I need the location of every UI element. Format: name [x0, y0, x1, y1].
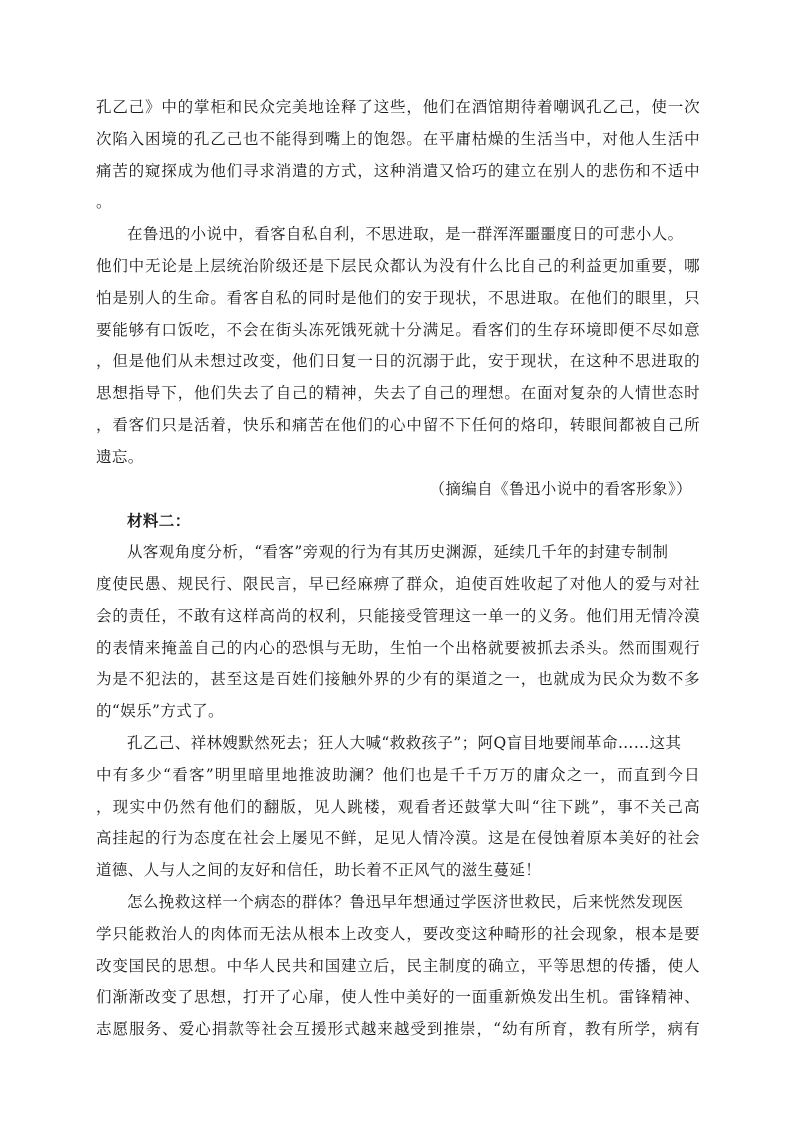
text-line: 改变国民的思想。中华人民共和国建立后，民主制度的确立，平等思想的传播，使人: [96, 956, 700, 975]
text-line: 的“娱乐”方式了。: [96, 702, 224, 721]
section-heading: 材料二：: [127, 511, 191, 531]
text-line: 要能够有口饭吃，不会在街头冻死饿死就十分满足。看客们的生存环境即便不尽如意: [96, 320, 700, 339]
text-line: 度使民愚、规民行、限民言，早已经麻痹了群众，迫使百姓收起了对他人的爱与对社: [96, 574, 700, 593]
text-line: 在鲁迅的小说中，看客自私自利，不思进取，是一群浑浑噩噩度日的可悲小人。: [127, 225, 684, 244]
text-line: 次陷入困境的孔乙己也不能得到嘴上的饱怨。在平庸枯燥的生活当中，对他人生活中: [96, 129, 700, 148]
source-citation: （摘编自《鲁迅小说中的看客形象》）: [429, 479, 692, 498]
text-line: 他们中无论是上层统治阶级还是下层民众都认为没有什么比自己的利益更加重要，哪: [96, 256, 700, 275]
text-line: 从客观角度分析，“看客”旁观的行为有其历史渊源，延续几千年的封建专制制: [127, 543, 669, 562]
paragraph-5: [96, 887, 700, 1046]
text-line: 痛苦的窥探成为他们寻求消遣的方式，这种消遣又恰巧的建立在别人的悲伤和不适中: [96, 161, 700, 180]
article-body: [96, 92, 700, 1046]
text-line: ，看客们只是活着，快乐和痛苦在他们的心中留不下任何的烙印，转眼间都被自己所: [96, 415, 700, 434]
text-line: 的表情来掩盖自己的内心的恐惧与无助，生怕一个出格就要被抓去杀头。然而围观行: [96, 638, 700, 657]
text-line: ，但是他们从未想过改变，他们日复一日的沉溺于此，安于现状，在这种不思进取的: [96, 352, 700, 371]
paragraph-1: [96, 92, 700, 219]
text-line: 怕是别人的生命。看客自私的同时是他们的安于现状，不思进取。在他们的眼里，只: [96, 288, 700, 307]
paragraph-4: [96, 728, 700, 887]
text-line: 中有多少“看客”明里暗里地推波助澜？他们也是千千万万的庸众之一，而直到今日: [96, 765, 700, 784]
text-line: 怎么挽救这样一个病态的群体？鲁迅早年想通过学医济世救民，后来恍然发现医: [127, 892, 684, 911]
text-line: 为是不犯法的，甚至这是百姓们接触外界的少有的渠道之一，也就成为民众为数不多: [96, 670, 700, 689]
paragraph-3: [96, 537, 700, 728]
text-line: 孔乙己、祥林嫂默然死去；狂人大喊“救救孩子”；阿Q盲目地要闹革命……这其: [127, 733, 682, 752]
text-line: 思想指导下，他们失去了自己的精神，失去了自己的理想。在面对复杂的人情世态时: [96, 384, 700, 403]
text-line: 志愿服务、爱心捐款等社会互援形式越来越受到推崇，“幼有所育，教有所学，病有: [96, 1020, 700, 1039]
text-line: 会的责任，不敢有这样高尚的权利，只能接受管理这一单一的义务。他们用无情冷漠: [96, 606, 700, 625]
text-line: ，现实中仍然有他们的翻版，见人跳楼，观看者还鼓掌大叫“往下跳”，事不关己高: [96, 797, 700, 816]
text-line: 高挂起的行为态度在社会上屡见不鲜，足见人情冷漠。这是在侵蚀着原本美好的社会: [96, 829, 700, 848]
text-line: 孔乙己》中的掌柜和民众完美地诠释了这些，他们在酒馆期待着嘲讽孔乙己，使一次: [96, 98, 700, 116]
text-line: 遗忘。: [96, 447, 144, 466]
paragraph-2: [96, 219, 700, 473]
text-line: 道德、人与人之间的友好和信任，助长着不正风气的滋生蔓延！: [96, 861, 542, 880]
text-line: 们渐渐改变了思想，打开了心扉，使人性中美好的一面重新焕发出生机。雷锋精神、: [96, 988, 700, 1007]
text-line: 。: [96, 193, 112, 212]
text-line: 学只能救治人的肉体而无法从根本上改变人，要改变这种畸形的社会现象，根本是要: [96, 924, 700, 943]
